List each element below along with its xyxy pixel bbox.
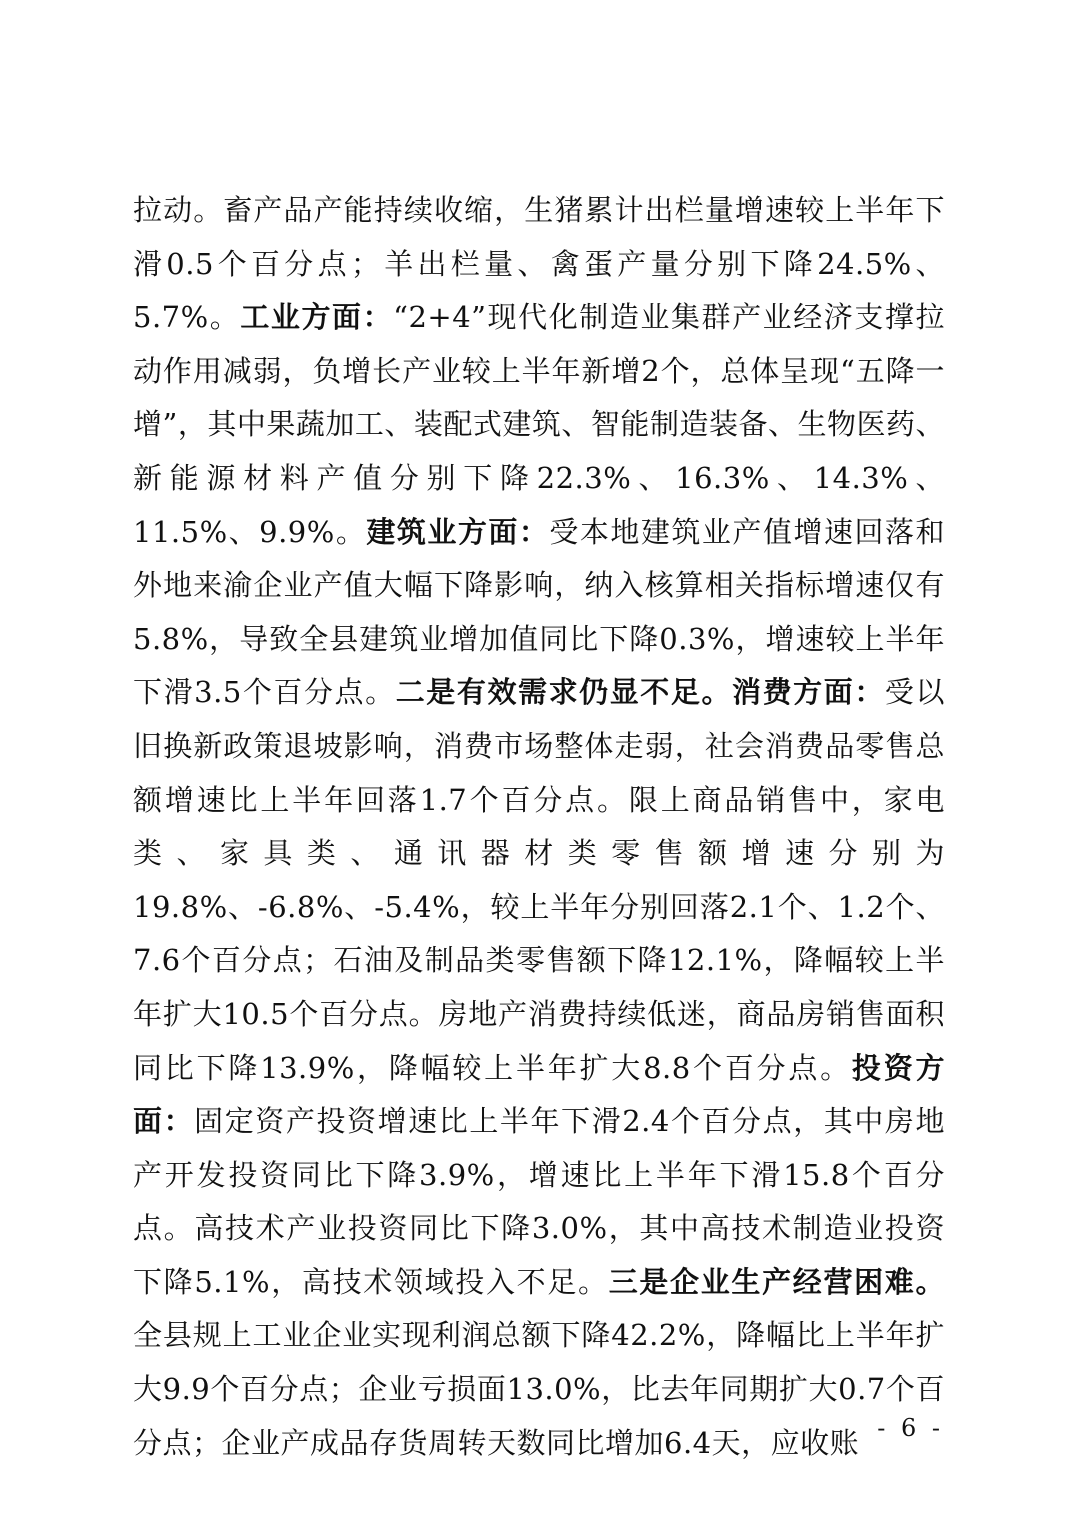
text-run: 全县规上工业企业实现利润总额下降42.2%，降幅比上半年扩大9.9个百分点；企业亏损面13.0%，比去年同期扩大0.7个百分点；企业产成品存货周转天数同比增加6.4天，应收账 <box>133 1318 945 1460</box>
heading-investment: 投资方面： <box>133 1050 945 1139</box>
page-number: - 6 - <box>877 1414 944 1442</box>
text-run: “2+4”现代化制造业集群产业经济支撑拉动作用减弱，负增长产业较上半年新增2个，总体呈现“五降一增”，其中果蔬加工、装配式建筑、智能制造装备、生物医药、新能源材料产值分别下降22.3%、16.3%、14.3%、11.5%、9.9%。 <box>133 300 945 549</box>
body-paragraph <box>133 184 945 1470</box>
heading-industry: 工业方面： <box>240 300 394 335</box>
text-run: 固定资产投资增速比上半年下滑2.4个百分点，其中房地产开发投资同比下降3.9%，增速比上半年下滑15.8个百分点。高技术产业投资同比下降3.0%，其中高技术制造业投资下降5.1%，高技术领域投入不足。 <box>133 1104 945 1299</box>
text-run: 受本地建筑业产值增速回落和外地来渝企业产值大幅下降影响，纳入核算相关指标增速仅有5.8%，导致全县建筑业增加值同比下降0.3%，增速较上半年下滑3.5个百分点。 <box>133 514 945 710</box>
heading-demand-consumption: 二是有效需求仍显不足。消费方面： <box>395 675 885 710</box>
text-run: 受以旧换新政策退坡影响，消费市场整体走弱，社会消费品零售总额增速比上半年回落1.7个百分点。限上商品销售中，家电类、家具类、通讯器材类零售额增速分别为19.8%、-6.8%、-5.4%，较上半年分别回落2.1个、1.2个、7.6个百分点；石油及制品类零售额下降12.1%，降幅较上半年扩大10.5个百分点。房地产消费持续低迷，商品房销售面积同比下降13.9%，降幅较上半年扩大8.8个百分点。 <box>133 675 945 1085</box>
heading-construction: 建筑业方面： <box>366 514 550 549</box>
heading-enterprise: 三是企业生产经营困难。 <box>608 1264 945 1299</box>
text-run: 拉动。畜产品产能持续收缩，生猪累计出栏量增速较上半年下滑0.5个百分点；羊出栏量、禽蛋产量分别下降24.5%、5.7%。 <box>133 193 945 335</box>
